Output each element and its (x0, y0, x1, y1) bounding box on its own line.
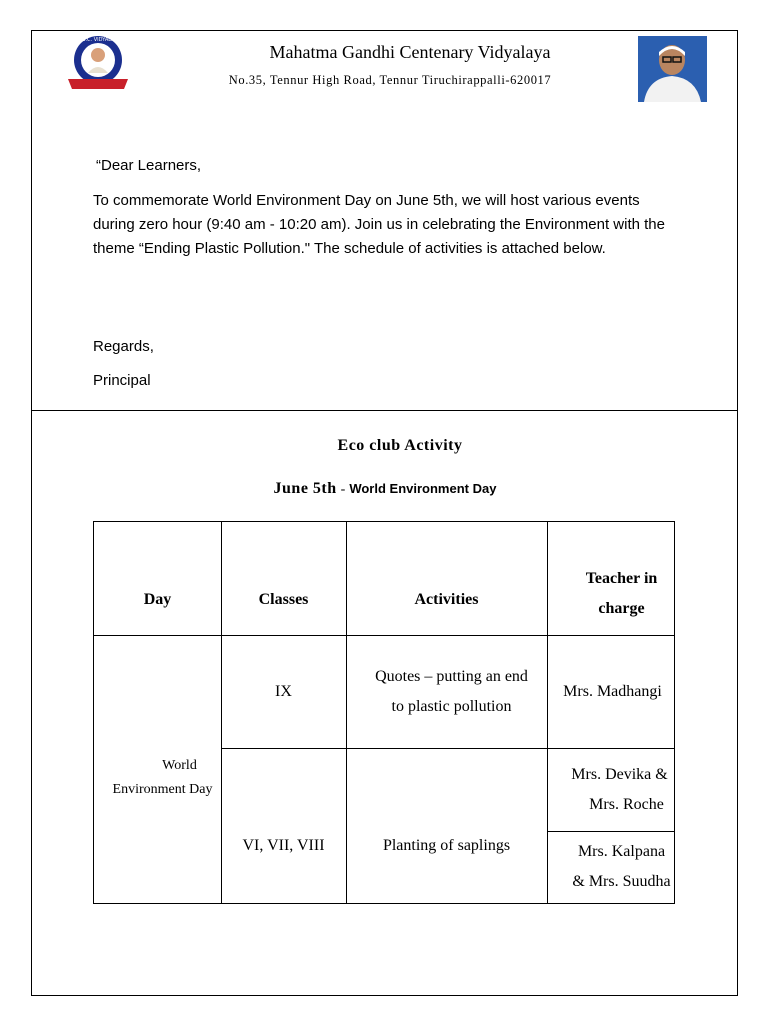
row2-classes-value: VI, VII, VIII (242, 836, 325, 854)
day-line1: World (162, 758, 197, 773)
school-logo (64, 33, 132, 93)
row1-teacher (547, 635, 674, 748)
day-line2: Environment Day (112, 782, 213, 797)
header-day-label: Day (143, 590, 172, 608)
activity-event: World Environment Day (349, 481, 497, 496)
activity-separator: - (340, 482, 346, 497)
activity-title: Eco club Activity (337, 437, 463, 454)
row2-teacher-b-line1: Mrs. Kalpana (577, 843, 666, 860)
row1-teacher-value: Mrs. Madhangi (563, 682, 662, 700)
header-teacher (547, 522, 674, 635)
schedule-table (93, 521, 675, 904)
row2-teacher-a-line1: Mrs. Devika & (571, 765, 668, 783)
row2-activity (346, 748, 547, 903)
header-classes (221, 522, 346, 635)
activity-subtitle (150, 480, 620, 498)
header-activities (346, 522, 547, 635)
row2-teacher-b (547, 831, 674, 903)
day-cell (94, 698, 221, 818)
activity-date: June 5th (273, 480, 337, 497)
school-address: No.35, Tennur High Road, Tennur Tiruchirappalli-620017 (228, 73, 552, 87)
svg-text:M.G.C. VIDYALAYA: M.G.C. VIDYALAYA (75, 37, 121, 43)
row1-activity-line2: to plastic pollution (391, 697, 512, 715)
header-day (94, 522, 221, 635)
letter-closing: Regards, (93, 338, 154, 355)
letter-signature: Principal (93, 372, 151, 389)
row2-teacher-b-line2: & Mrs. Suudha (572, 873, 671, 890)
letter-greeting: “Dear Learners, (96, 157, 202, 174)
founder-portrait (638, 36, 707, 102)
school-name: Mahatma Gandhi Centenary Vidyalaya (269, 42, 551, 62)
row2-teacher-a (547, 748, 674, 831)
letter-body: To commemorate World Environment Day on June 5th, we will host various events during zero hour (9:40 am - 10:20 am). Join us in celebrating the Environment with the theme “Ending Plastic Pollution." The schedule of activities is attached below. (93, 192, 665, 257)
header-classes-label: Classes (258, 590, 309, 608)
section-divider (31, 410, 738, 411)
header-activities-label: Activities (414, 590, 479, 608)
row1-classes-value: IX (275, 682, 292, 700)
row2-classes (221, 748, 346, 903)
header-teacher-line2: charge (598, 599, 645, 617)
row2-teacher-a-line2: Mrs. Roche (589, 795, 664, 813)
header-teacher-line1: Teacher in (585, 569, 658, 587)
row1-classes (221, 635, 346, 748)
row1-activity-line1: Quotes – putting an end (375, 667, 528, 685)
row2-activity-value: Planting of saplings (382, 836, 511, 854)
row1-activity (346, 635, 547, 748)
